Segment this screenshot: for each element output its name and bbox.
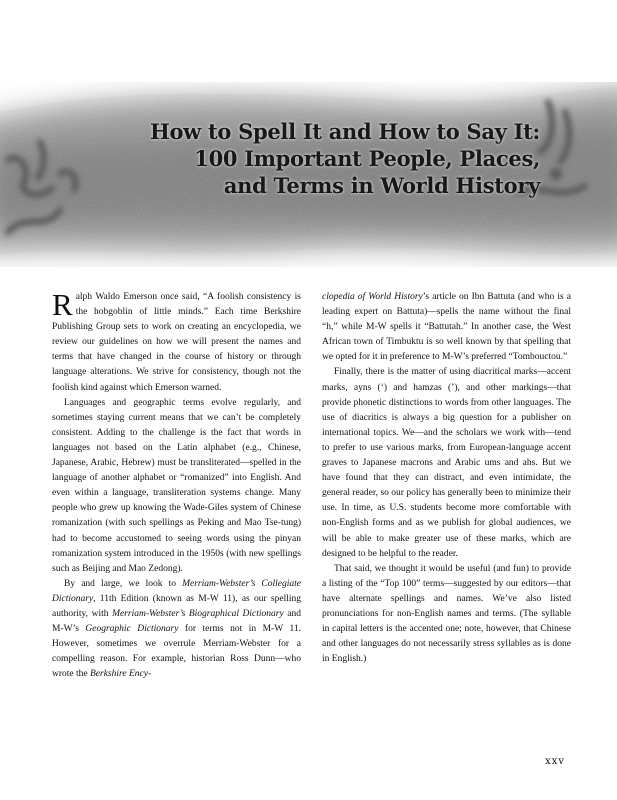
paragraph: clopedia of World History’s article on Ibn Battuta (and who is a leading expert on Battuta)—spells the name without the final “h,” while M-W spells it “Battutah.” In another case, the West African town of Timbuktu is so well known by that spelling that we opted for it in preference to M-W’s preferred “Tombouctou.” — [322, 292, 571, 363]
left-column — [52, 287, 302, 682]
page-number: xxv — [545, 756, 565, 767]
citation-title: clopedia of World History — [322, 292, 423, 302]
title-line-3: and Terms in World History — [223, 173, 540, 198]
title-line-1: How to Spell It and How to Say It: — [149, 119, 540, 144]
paragraph: Finally, there is the matter of using diacritical marks—accent marks, ayns (‘) and hamzas (’), and other markings—that provide phonetic distinctions to words from other languages. The use of diacritics is always a big question for a publisher on international topics. We—and the scholars we work with—tend to prefer to use various marks, from European-language accent graves to Japanese macrons and Arabic ums and ahs. But we have found that they can distract, and even intimidate, the general reader, so our policy has generally been to minimize their use. In time, as U.S. students become more comfortable with non-English forms and as we publish for global audiences, we will be able to make greater use of these marks, which are designed to be helpful to the reader. — [322, 367, 571, 559]
drop-cap: R — [52, 287, 73, 322]
citation-title: Merriam-Webster’s Biographical Dictionary — [112, 608, 284, 619]
paragraph: By and large, we look to Merriam-Webster’s Collegiate Dictionary, 11th Edition (known as M-W 11), as our spelling authority, with Merriam-Webster’s Biographical Dictionary and M-W’s Geographic Dictionary for terms not in M-W 11. However, sometimes we overrule Merriam-Webster for a compelling reason. For example, historian Ross Dunn—who wrote the Berkshire Ency- — [52, 578, 302, 680]
chapter-title — [0, 118, 540, 199]
citation-title: Merriam-Webster’s Collegiate Dictionary — [52, 578, 301, 604]
paragraph: That said, we thought it would be useful (and fun) to provide a listing of the “Top 100” terms—suggested by our editors—that have alternate spellings and names. We’ve also listed pronunciations for non-English names and terms. (The syllable in capital letters is the accented one; note, however, that Chinese and other languages do not necessarily stress syllables as is done in English.) — [322, 563, 571, 665]
title-line-2: 100 Important People, Places, — [194, 146, 540, 171]
citation-title: Geographic Dictionary — [85, 624, 179, 635]
right-column — [322, 290, 571, 667]
paragraph: Ralph Waldo Emerson once said, “A foolish consistency is the hobgoblin of little minds.” Each time Berkshire Publishing Group sets to work on creating an encyclopedia, we review our guidelines on how we will present the names and terms that have changed in the course of history or through language alterations. We strive for consistency, though not the foolish kind against which Emerson warned. — [52, 287, 301, 393]
citation-title: Berkshire Ency- — [90, 669, 152, 680]
paragraph: Languages and geographic terms evolve regularly, and sometimes staying current means that we can’t be completely consistent. Adding to the challenge is the fact that words in languages not based on the Latin alphabet (e.g., Chinese, Japanese, Arabic, Hebrew) must be transliterated—spelled in the language of another alphabet or “romanized” into English. And even within a language, transliteration systems change. Many people who grew up knowing the Wade-Giles system of Chinese romanization (with such spellings as Peking and Mao Tse-tung) had to become accustomed to seeing words using the pinyan romanization system introduced in the 1950s (with new spellings such as Beijing and Mao Zedong). — [52, 397, 301, 574]
